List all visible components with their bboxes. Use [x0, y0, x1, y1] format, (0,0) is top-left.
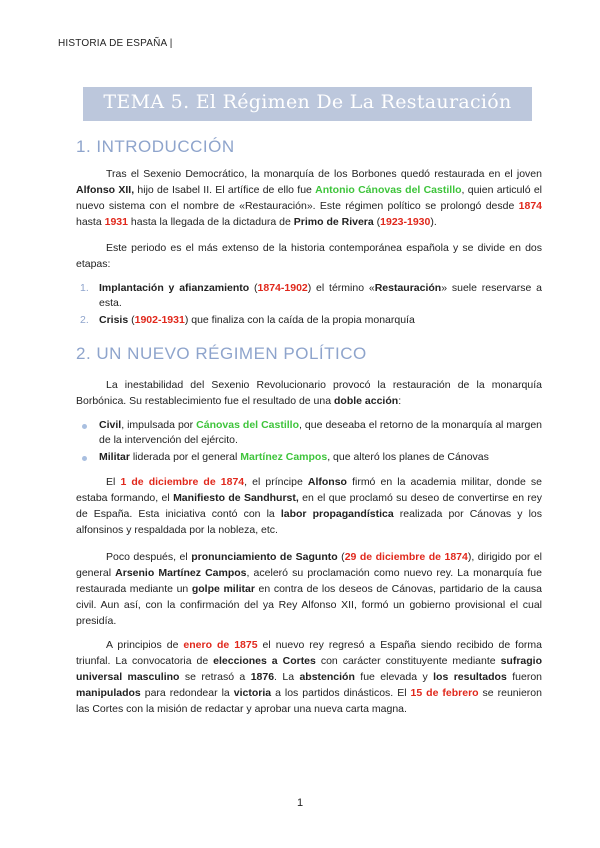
list-item: Civil, impulsada por Cánovas del Castillo, que deseaba el retorno de la monarquía al margen de la intervención del ejército. — [76, 418, 542, 448]
section-heading-introduccion: 1. INTRODUCCIÓN — [76, 137, 235, 156]
instability-paragraph: La inestabilidad del Sexenio Revolucionario provocó la restauración de la monarquía Borbónica. Su restablecimiento fue el resultado de una doble acción: — [76, 379, 542, 407]
page-number: 1 — [296, 797, 304, 809]
periods-paragraph: Este periodo es el más extenso de la historia contemporánea española y se divide en dos etapas: — [76, 242, 542, 270]
document-header: HISTORIA DE ESPAÑA | — [58, 38, 173, 49]
sagunto-paragraph: Poco después, el pronunciamiento de Sagunto (29 de diciembre de 1874), dirigido por el general Arsenio Martínez Campos, aceleró su proclamación como nuevo rey. La monarquía fue restaurada mediante un golpe militar en contra de los deseos de Cánovas, partidario de la causa civil. Aun así, con la confirmación del ya Rey Alfonso XII, formó un gobierno provisional el cual presidía. — [76, 551, 542, 627]
actions-list — [76, 418, 542, 465]
title-banner — [83, 87, 532, 121]
page-title: TEMA 5. El Régimen De La Restauración — [103, 91, 512, 113]
cortes-paragraph: A principios de enero de 1875 el nuevo rey regresó a España siendo recibido de forma triunfal. La convocatoria de elecciones a Cortes con carácter constituyente mediante sufragio universal masculino se retrasó a 1876. La abstención fue elevada y los resultados fueron manipulados para redondear la victoria a los partidos dinásticos. El 15 de febrero se reunieron las Cortes con la misión de redactar y aprobar una nueva carta magna. — [76, 639, 543, 715]
bullet-icon — [82, 456, 87, 461]
list-item: 1. Implantación y afianzamiento (1874-1902) el término «Restauración» suele reservarse a esta. — [80, 282, 543, 309]
list-item: 2. Crisis (1902-1931) que finaliza con la caída de la propia monarquía — [80, 314, 415, 326]
intro-paragraph: Tras el Sexenio Democrático, la monarquía de los Borbones quedó restaurada en el joven Alfonso XII, hijo de Isabel II. El artífice de ello fue Antonio Cánovas del Castillo, quien articuló el nuevo sistema con el nombre de «Restauración». Este régimen político se prolongó desde 1874 hasta 1931 hasta la llegada de la dictadura de Primo de Rivera (1923-1930). — [76, 168, 542, 228]
section-heading-nuevo-regimen: 2. UN NUEVO RÉGIMEN POLÍTICO — [76, 344, 367, 363]
bullet-icon — [82, 424, 87, 429]
list-item: Militar liderada por el general Martínez Campos, que alteró los planes de Cánovas — [76, 450, 542, 465]
sandhurst-paragraph: El 1 de diciembre de 1874, el príncipe Alfonso firmó en la academia militar, donde se estaba formando, el Manifiesto de Sandhurst, en el que proclamó su deseo de convertirse en rey de España. Esta iniciativa contó con la labor propagandística realizada por Cánovas y los alfonsinos y respaldada por la nobleza, etc. — [76, 476, 543, 536]
stages-list — [76, 281, 542, 328]
